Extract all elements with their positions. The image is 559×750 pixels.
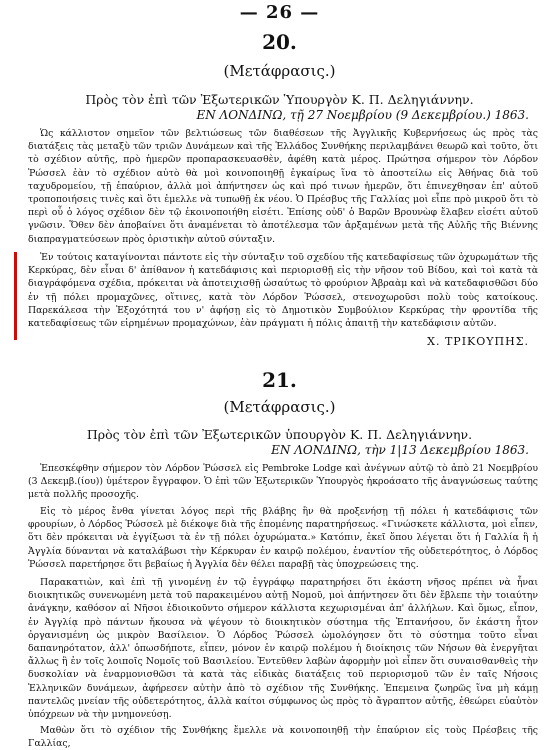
doc20-paragraph-1: Ὡς κάλλιστον σημεῖον τῶν βελτιώσεως τῶν διαθέσεων τῆς Ἀγγλικῆς Κυβερνήσεως ὡς πρὸς τὰς διατάξεις τὰς μεταξὺ τῶν τριῶν Δυνάμεων καὶ τῆς Ἑλλάδος Συνθήκης περιλαμβάνει θεωρῶ καὶ τοῦτο, ὅτι τὸ σχέδιον αὐτῆς, πρὸ ἡμερῶν προπαρασκευασθὲν, ἀφέθη κατὰ μέρος. Πρώτησα σήμερον τὸν Λόρδον Ῥώσσελ ἐὰν τὸ σχέδιον αὐτὸ θὰ μοὶ κοινοποιηθῇ ἐγκαίρως ἵνα τὸ ἀποστείλω εἰς Ἀθήνας διὰ τοῦ ταχυδρομείου, τῇ ἐπαύριον, ἀλλὰ μοὶ ἀπήντησεν ὡς καὶ πρό τινων ἡμερῶν, ὅτι ἐπινεχθησαν ἐπ' αὐτοῦ τροποποιήσεις τινὲς καὶ ὅτι ἐμελλε νὰ τυπωθῇ ἐκ νέου. Ὁ Πρέσβυς τῆς Γαλλίας μοὶ εἶπε πρὸ μικροῦ ὅτι τὸ περὶ οὗ ὁ λόγος σχέδιον δὲν τῷ ἐκοινοποιήθη εἰσέτι. Ἐπίσης οὐδ' ὁ Βαρῶν Βρουνὼφ ἔλαβεν εἰσέτι αὐτοῦ γνῶσιν. Ὅθεν δὲν ἀποβαίνει ὅτι ἀναμένεται τὸ ἀποτέλεσμα τῶν ἀρξαμένων μετὰ τῆς Αὐλῆς τῆς Βιέννης διαπραγματεύσεων πρὸς ὁριστικὴν αὐτοῦ σύνταξιν. (28, 128, 538, 245)
doc21-paragraph-3: Παρακατιὼν, καὶ ἐπὶ τῇ γινομένῃ ἐν τῷ ἐγγράφῳ παρατηρήσει ὅτι ἑκάστη νῆσος πρέπει νὰ ἦναι διοικητικῶς συνενωμένη μετὰ τοῦ παρακειμένου αὐτῇ Νομοῦ, μοὶ ἀπήντησεν ὅτι δὲν ἔβλεπε τὴν τοιαύτην ἀνάγκην, καθόσον αἱ Νῆσοι ἐδιοικοῦντο σήμερον κάλλιστα κεχωρισμέναι ἀπ' ἀλλήλων. Καὶ ὅμως, εἶπον, ἐν Ἀγγλίᾳ πρὸ πάντων ἤκουσα νὰ ψέγουν τὸ διοικητικὸν σύστημα τῆς Ἑπτανήσου, ὅν ἐκάστη ἦτον ὀργανισμένη ὡς μικρὸν Βασίλειον. Ὁ Λόρδος Ῥώσσελ ὡμολόγησεν ὅτι τὸ σύστημα τοῦτο εἶναι δαπανηρότατον, ἀλλ' ὁπωσδήποτε, εἶπεν, μόνον ἐν καιρῷ πολέμου ἡ διοίκησις τῶν Νήσων θὰ ἐνεργῆται ἄλλως ἢ ἐν τοῖς λοιποῖς Νομοῖς τοῦ Βασιλείου. Ἐντεῦθεν λαβὼν ἀφορμὴν μοὶ εἶπεν ὅτι συναισθανθεὶς τὴν δυσκολίαν νὰ ἐναρμονισθῶσι τὰ κατὰ τὰς εἰδικὰς διατάξεις τοῦ περιορισμοῦ τῶν ἐν ταῖς Νήσοις Ἑλληνικῶν δυνάμεων, ἀφήρεσεν αὐτὴν ἀπὸ τὸ σχέδιον τῆς Συνθήκης. Ἐπεμεινα ζωηρῶς ἵνα μὴ κάμῃ παντελῶς μνείαν τῆς οὐδετερότητος, ἀλλὰ καίτοι σύμφωνος ὡς πρὸς τὸ ἄγραπτον αὐτῆς, ἐθεώρει εὐαὐτὸν ὑπόχρεων νὰ τὴν μνημονεύσῃ. (28, 577, 538, 721)
doc21-address: Πρὸς τὸν ἐπὶ τῶν Ἐξωτερικῶν ὑπουργὸν Κ. Π. Δεληγιάννην. (86, 427, 473, 442)
doc20-address: Πρὸς τὸν ἐπὶ τῶν Ἐξωτερικῶν Ὑπουργὸν Κ. Π. Δεληγιάννην. (85, 92, 474, 107)
page-number: — 26 — (239, 2, 320, 23)
doc21-paragraph-4: Μαθὼν ὅτι τὸ σχέδιον τῆς Συνθήκης ἔμελλε νὰ κοινοποιηθῇ τὴν ἐπαύριον εἰς τοὺς Πρέσβεις τῆς Γαλλίας, (28, 725, 538, 750)
margin-highlight-bar (14, 252, 17, 340)
doc20-date: ΕΝ ΛΟΝΔΙΝΩ, τῇ 27 Νοεμβρίου (9 Δεκεμβρίου.) 1863. (196, 108, 529, 122)
doc21-subtitle: (Μετάφρασις.) (223, 398, 336, 416)
doc20-number: 20. (262, 30, 297, 54)
doc21-number: 21. (262, 368, 297, 392)
doc21-date: ΕΝ ΛΟΝΔΙΝΩ, τὴν 1|13 Δεκεμβρίου 1863. (271, 443, 529, 457)
doc20-subtitle: (Μετάφρασις.) (223, 62, 336, 80)
doc21-paragraph-1: Ἐπεσκέφθην σήμερον τὸν Λόρδον Ῥώσσελ εἰς Pembroke Lodge καὶ ἀνέγνων αὐτῷ τὸ ἀπὸ 21 Νοεμβρίου (3 Δεκεμβ.(ίου)) ὑμέτερον ἔγγραφον. Ὁ ἐπὶ τῶν Ἐξωτερικῶν Ὑπουργὸς ἠκροάσατο τῆς ἀναγνώσεως ταύτης μετὰ πολλῆς προσοχῆς. (28, 463, 538, 501)
doc20-paragraph-2: Ἐν τούτοις καταγίνονται πάντοτε εἰς τὴν σύνταξιν τοῦ σχεδίου τῆς κατεδαφίσεως τῶν ὀχυρωμάτων τῆς Κερκύρας, δὲν εἶναι δ' ἀπίθανον ἡ κατεδάφισις καὶ περιορισθῇ εἰς τὴν νῆσον τοῦ Βίδου, καὶ τοὶ κατὰ τὰ διαγράφόμενα σχέδια, πρόκειται νὰ ἀποτειχισθῇ ὡσαύτως τὸ φρούριον Ἀβραὰμ καὶ νὰ κατεδαφισθῶσι δύο ἐν τῇ πόλει προμαχῶνες, οἵτινες, κατὰ τὸν Λόρδον Ῥώσσελ, στενοχωροῦσι πολὺ τοὺς κατοίκους. Παρεκάλεσα τὴν Ἐξοχότητά του ν' ἀφήσῃ εἰς τὸ Δημοτικὸν Συμβούλιον Κερκύρας τὴν φροντίδα τῆς κατεδαφίσεως τῶν εἰρημένων προμαχώνων, ἐὰν πράγματι ἡ πόλις ἀπαιτῇ τὴν κατεδάφισιν αὐτῶν. (28, 252, 538, 330)
doc20-signature: Χ. ΤΡΙΚΟΥΠΗΣ. (427, 335, 529, 348)
doc21-paragraph-2: Εἰς τὸ μέρος ἔνθα γίνεται λόγος περὶ τῆς βλάβης ἣν θὰ προξενήσῃ τῇ πόλει ἡ κατεδάφισις τῶν φρουρίων, ὁ Λόρδος Ῥώσσελ μὲ διέκοψε διὰ τῆς ἑπομένης παρατηρήσεως. «Γινώσκετε κάλλιστα, μοὶ εἶπεν, ὅτι δὲν πρόκειται νὰ ἐγγίξωσι τὰ ἐν τῇ πόλει ὀχυρώματα.» Κατόπιν, ἐκεῖ ὅπου λέγεται ὅτι ἡ Γαλλία ἢ ἡ Ἀγγλία δύνανται νὰ καταλάβωσι τὴν Κέρκυραν ἐν καιρῷ πολέμου, ἐναντίον τῆς οὐδετερότητος, ὁ Λόρδος Ῥώσσελ παρετήρησε ὅτι βεβαίως ἡ Ἀγγλία δὲν θέλει παραβῇ τὰς ὑποχρεώσεις της. (28, 506, 538, 570)
